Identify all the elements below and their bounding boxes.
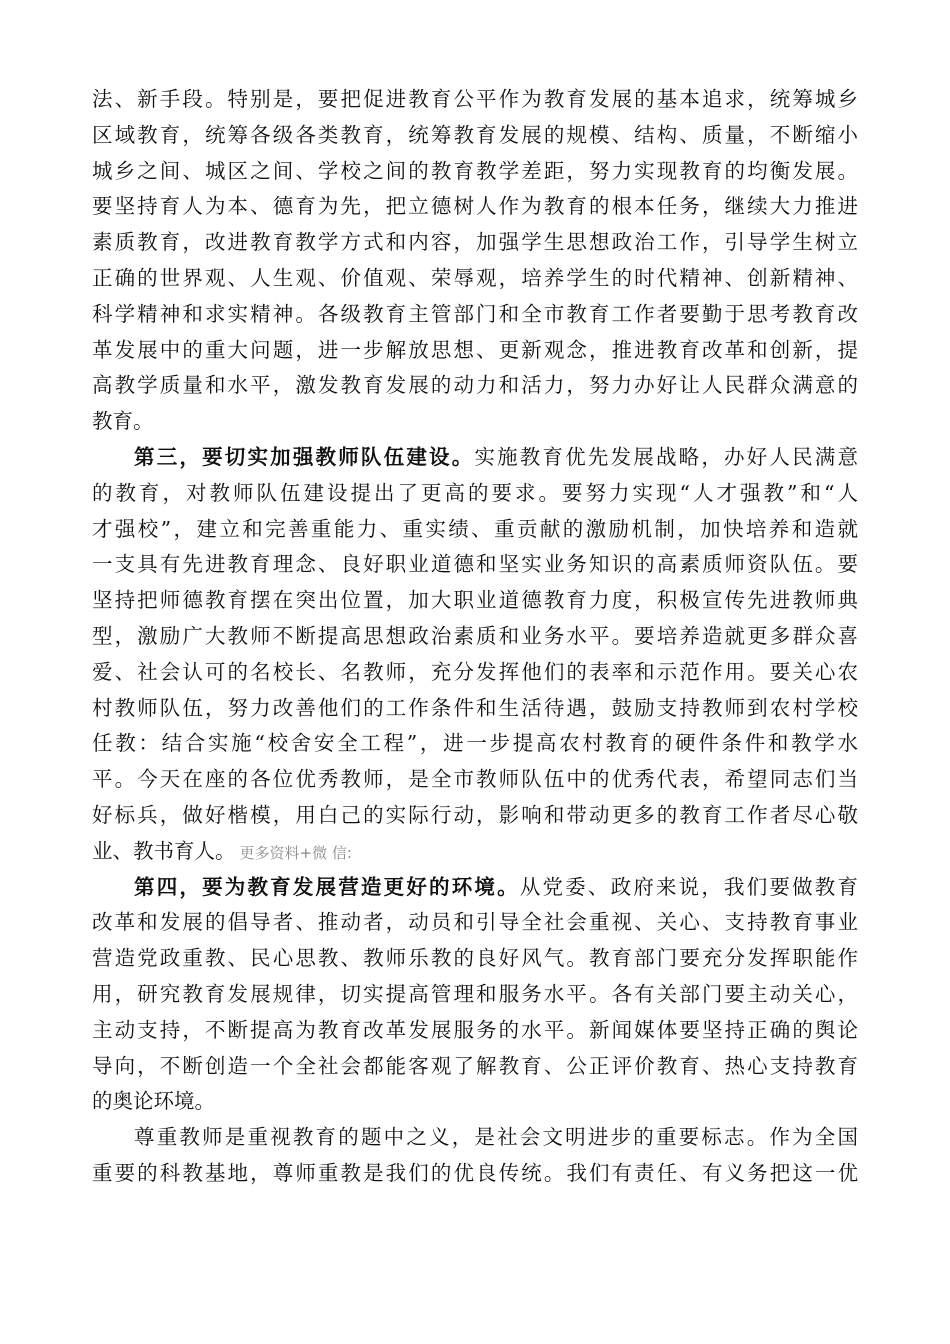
text-span: 实施教育优先发展战略，办好人民满意 xyxy=(474,444,859,469)
text-line: 才强校”，建立和完善重能力、重实绩、重贡献的激励机制，加快培养和造就 xyxy=(92,516,858,541)
text-line: 平。今天在座的各位优秀教师，是全市教师队伍中的优秀代表，希望同志们当 xyxy=(92,767,858,792)
text-line: 导向，不断创造一个全社会都能客观了解教育、公正评价教育、热心支持教育 xyxy=(92,1053,858,1078)
text-line: 营造党政重教、民心思教、教师乐教的良好风气。教育部门要充分发挥职能作 xyxy=(92,946,858,971)
text-line: 尊重教师是重视教育的题中之义，是社会文明进步的重要标志。作为全国 xyxy=(134,1125,858,1150)
text-line: 爱、社会认可的名校长、名教师，充分发挥他们的表率和示范作用。要关心农 xyxy=(92,659,858,684)
paragraph-1 xyxy=(92,82,858,440)
text-line: 革发展中的重大问题，进一步解放思想、更新观念，推进教育改革和创新，提 xyxy=(92,337,858,362)
text-line: 任教：结合实施“校舍安全工程”，进一步提高农村教育的硬件条件和教学水 xyxy=(92,731,858,756)
text-line: 型，激励广大教师不断提高思想政治素质和业务水平。要培养造就更多群众喜 xyxy=(92,623,858,648)
text-line: 一支具有先进教育理念、良好职业道德和坚实业务知识的高素质师资队伍。要 xyxy=(92,552,858,577)
text-line: 坚持把师德教育摆在突出位置，加大职业道德教育力度，积极宣传先进教师典 xyxy=(92,588,858,613)
text-line: 用，研究教育发展规律，切实提高管理和服务水平。各有关部门要主动关心， xyxy=(92,981,858,1006)
paragraph-3 xyxy=(92,870,858,1121)
section-heading-fourth: 第四，要为教育发展营造更好的环境。 xyxy=(134,874,520,899)
text-span: 从党委、政府来说，我们要做教育 xyxy=(519,874,859,899)
text-line: 改革和发展的倡导者、推动者，动员和引导全社会重视、关心、支持教育事业 xyxy=(92,910,858,935)
text-line: 区域教育，统筹各级各类教育，统筹教育发展的规模、结构、质量，不断缩小 xyxy=(92,122,858,147)
text-line: 好标兵，做好楷模，用白己的实际行动，影响和带动更多的教育工作者尽心敬 xyxy=(92,802,858,827)
paragraph-2 xyxy=(92,440,858,870)
paragraph-4 xyxy=(92,1120,858,1192)
text-line: 素质教育，改进教育教学方式和内容，加强学生思想政治工作，引导学生树立 xyxy=(92,230,858,255)
text-line: 的教育，对教师队伍建设提出了更高的要求。要努力实现“人才强教”和“人 xyxy=(92,480,858,505)
text-line: 的奥论环境。 xyxy=(92,1089,215,1114)
text-line: 要坚持育人为本、德育为先，把立德树人作为教育的根本任务，继续大力推进 xyxy=(92,194,858,219)
text-line: 主动支持，不断提高为教育改革发展服务的水平。新闻媒体要坚持正确的舆论 xyxy=(92,1017,858,1042)
section-heading-third: 第三，要切实加强教师队伍建设。 xyxy=(134,444,475,469)
text-line: 城乡之间、城区之间、学校之间的教育教学差距，努力实现教育的均衡发展。 xyxy=(92,158,858,183)
text-line xyxy=(92,440,858,476)
document-page xyxy=(92,82,858,1192)
watermark-text: 更多资料+微 信: xyxy=(239,843,352,862)
text-line: 正确的世界观、人生观、价值观、荣辱观，培养学生的时代精神、创新精神、 xyxy=(92,265,858,290)
text-line: 村教师队伍，努力改善他们的工作条件和生活待遇，鼓励支持教师到农村学校 xyxy=(92,695,858,720)
text-line xyxy=(92,834,858,870)
text-line: 重要的科教基地，尊师重教是我们的优良传统。我们有责任、有义务把这一优 xyxy=(92,1160,858,1185)
text-line: 教育。 xyxy=(92,409,154,434)
text-line: 高教学质量和水平，激发教育发展的动力和活力，努力办好让人民群众满意的 xyxy=(92,373,858,398)
text-line: 法、新手段。特别是，要把促进教育公平作为教育发展的基本追求，统筹城乡 xyxy=(92,87,858,111)
text-line xyxy=(92,870,858,906)
text-line: 科学精神和求实精神。各级教育主管部门和全市教育工作者要勤于思考教育改 xyxy=(92,301,858,326)
text-span: 业、教书育人。 xyxy=(92,838,236,863)
